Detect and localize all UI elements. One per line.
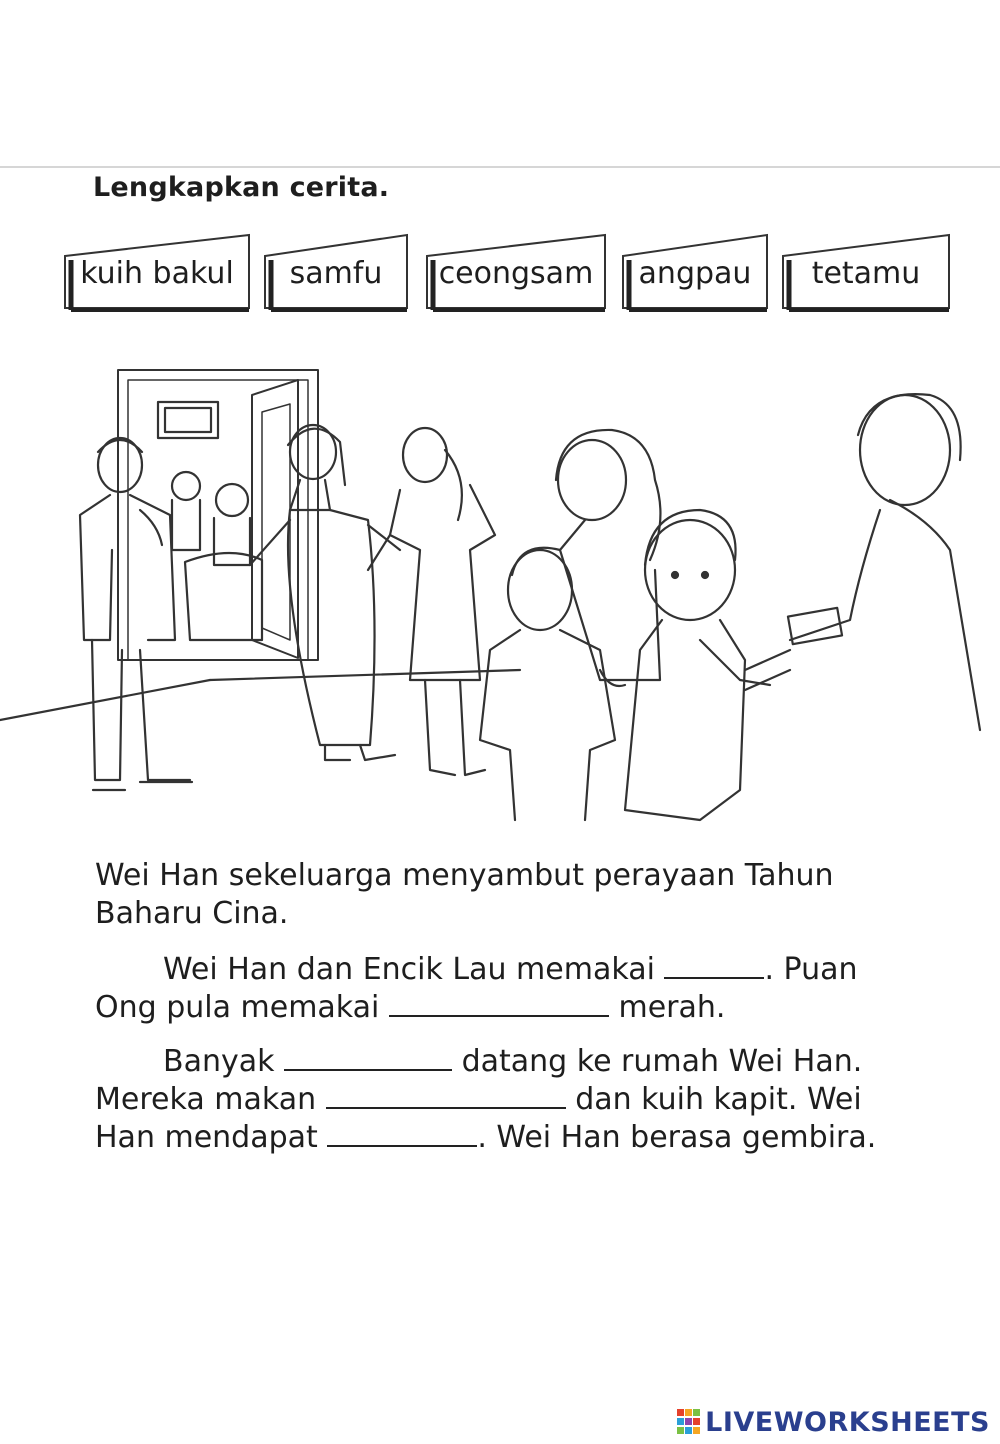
logo-text: LIVEWORKSHEETS: [705, 1406, 990, 1438]
word-label: samfu: [289, 256, 383, 291]
word-box-angpau[interactable]: [620, 232, 770, 312]
story-text: Banyak: [163, 1044, 275, 1079]
story-text: Wei Han dan Encik Lau memakai: [163, 952, 655, 987]
word-box-ceongsam[interactable]: [424, 232, 608, 312]
top-divider: [0, 166, 1000, 168]
answer-blank-1[interactable]: [664, 976, 764, 979]
answer-blank-3[interactable]: [284, 1068, 452, 1071]
story-text: datang ke rumah Wei Han. Mereka makan: [95, 1044, 863, 1117]
instruction-heading: Lengkapkan cerita.: [93, 172, 390, 203]
story-text: dan kuih kapit. Wei Han mendapat: [95, 1082, 862, 1155]
answer-blank-5[interactable]: [327, 1144, 477, 1147]
word-label: kuih bakul: [80, 256, 234, 291]
illustration-cny-visit: [0, 350, 1000, 840]
word-box-tetamu[interactable]: [780, 232, 952, 312]
word-box-kuih-bakul[interactable]: [62, 232, 252, 312]
word-label: tetamu: [811, 256, 921, 291]
liveworksheets-logo: [677, 1402, 990, 1442]
answer-blank-2[interactable]: [389, 1014, 609, 1017]
word-label: ceongsam: [438, 256, 594, 291]
story-paragraph-1: Wei Han sekeluarga menyambut perayaan Tahun Baharu Cina.: [95, 858, 834, 931]
story-text: . Wei Han berasa gembira.: [477, 1120, 877, 1155]
story-paragraph-2: [95, 951, 915, 1027]
answer-blank-4[interactable]: [326, 1106, 566, 1109]
word-box-samfu[interactable]: [262, 232, 410, 312]
word-label: angpau: [638, 256, 752, 291]
story-text: merah.: [618, 990, 726, 1025]
liveworksheets-logo-icon: [677, 1407, 701, 1437]
story-paragraph-3: [95, 1043, 925, 1157]
story-text: . Puan Ong pula memakai: [95, 952, 858, 1025]
